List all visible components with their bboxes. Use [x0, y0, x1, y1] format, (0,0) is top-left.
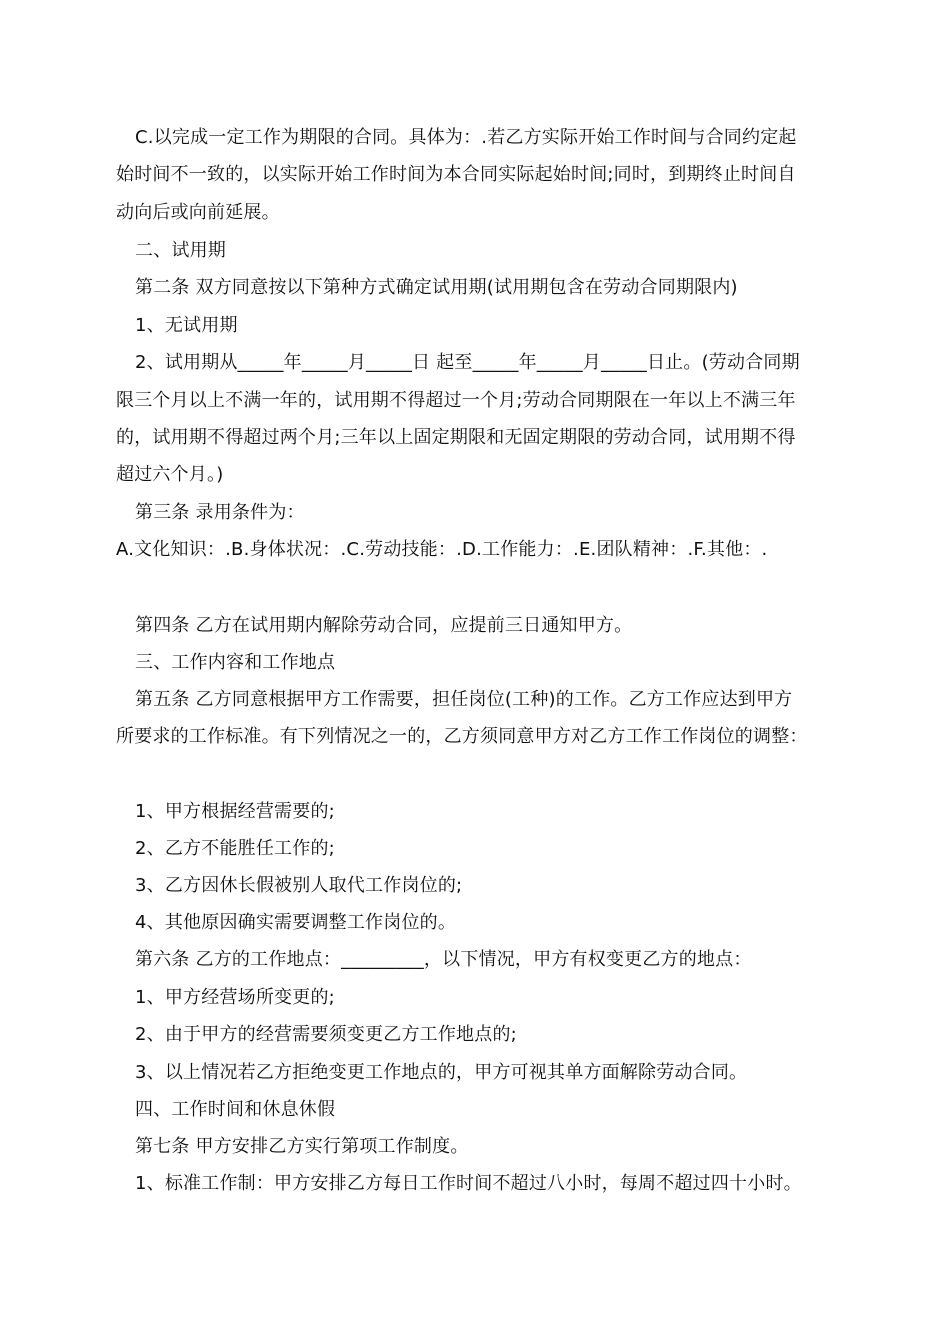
list-item: 1、甲方根据经营需要的; [135, 801, 335, 822]
paragraph-line: 限三个月以上不满一年的，试用期不得超过一个月;劳动合同期限在一年以上不满三年 [116, 390, 796, 411]
paragraph-line: 的，试用期不得超过两个月;三年以上固定期限和无固定期限的劳动合同，试用期不得 [116, 427, 796, 448]
list-item: 3、乙方因休长假被别人取代工作岗位的; [135, 875, 463, 896]
paragraph-line: C.以完成一定工作为期限的合同。具体为：.若乙方实际开始工作时间与合同约定起 [135, 127, 797, 148]
article-line: 第六条 乙方的工作地点：_________，以下情况，甲方有权变更乙方的地点： [135, 949, 752, 970]
article-line: 第七条 甲方安排乙方实行第项工作制度。 [135, 1136, 469, 1157]
list-item: 4、其他原因确实需要调整工作岗位的。 [135, 912, 457, 933]
paragraph-line: A.文化知识：.B.身体状况：.C.劳动技能：.D.工作能力：.E.团队精神：.F.其他：. [116, 539, 768, 560]
list-item: 1、甲方经营场所变更的; [135, 987, 335, 1008]
section-heading: 二、试用期 [135, 240, 226, 261]
paragraph-line: 超过六个月。) [116, 464, 224, 485]
list-item: 2、乙方不能胜任工作的; [135, 838, 335, 859]
article-line: 第二条 双方同意按以下第种方式确定试用期(试用期包含在劳动合同期限内) [135, 277, 738, 298]
article-line: 第三条 录用条件为： [135, 502, 305, 523]
article-line: 第五条 乙方同意根据甲方工作需要，担任岗位(工种)的工作。乙方工作应达到甲方 [135, 689, 793, 710]
paragraph-line: 所要求的工作标准。有下列情况之一的，乙方须同意甲方对乙方工作工作岗位的调整： [116, 726, 808, 747]
list-item: 2、由于甲方的经营需要须变更乙方工作地点的; [135, 1024, 517, 1045]
paragraph-line: 动向后或向前延展。 [116, 202, 280, 223]
article-line: 第四条 乙方在试用期内解除劳动合同，应提前三日通知甲方。 [135, 615, 633, 636]
paragraph-line: 始时间不一致的，以实际开始工作时间为本合同实际起始时间;同时，到期终止时间自 [116, 164, 796, 185]
list-item: 1、标准工作制：甲方安排乙方每日工作时间不超过八小时，每周不超过四十小时。 [135, 1173, 802, 1194]
list-item: 2、试用期从_____年_____月_____日 起至_____年_____月_____日止。(劳动合同期 [135, 352, 800, 373]
section-heading: 四、工作时间和休息休假 [135, 1099, 336, 1120]
list-item: 1、无试用期 [135, 315, 238, 336]
section-heading: 三、工作内容和工作地点 [135, 652, 336, 673]
list-item: 3、以上情况若乙方拒绝变更工作地点的，甲方可视其单方面解除劳动合同。 [135, 1062, 748, 1083]
